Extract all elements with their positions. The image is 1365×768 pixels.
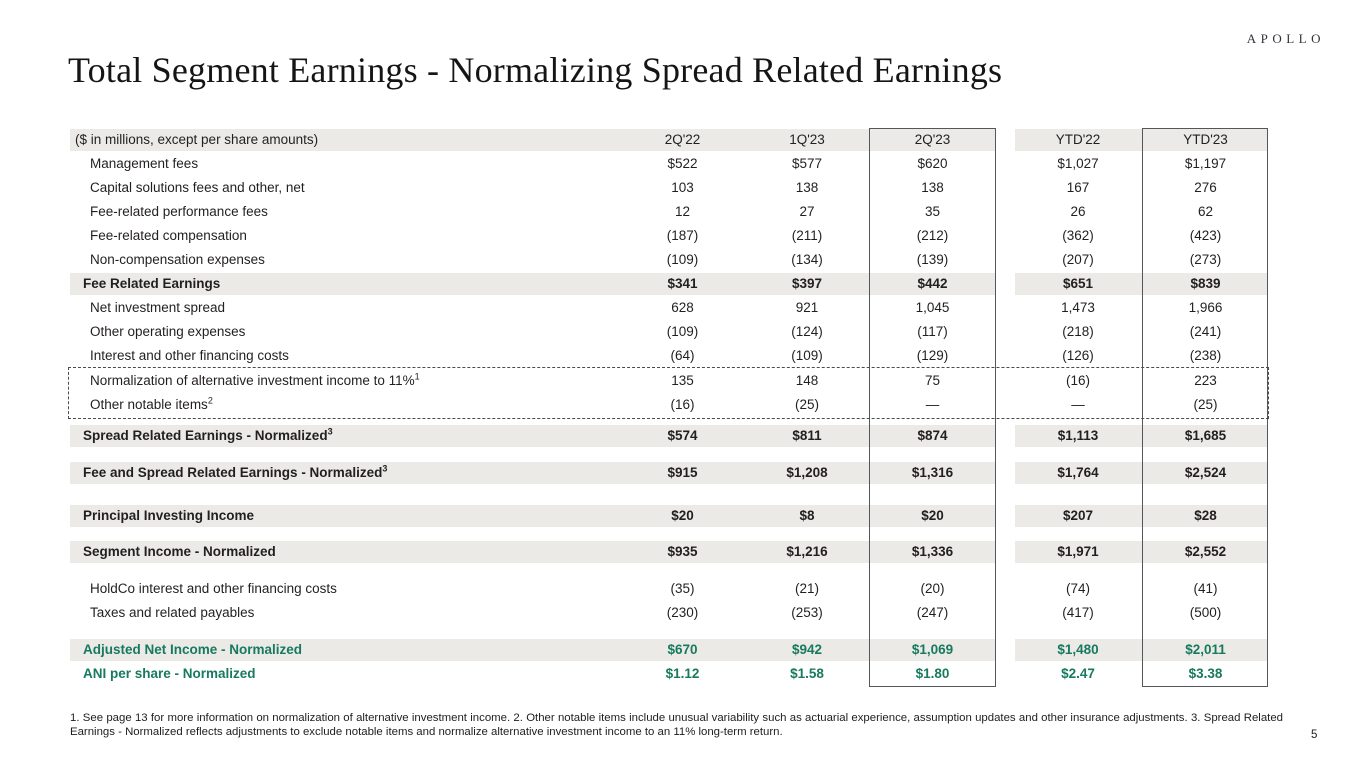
column-gap [996, 393, 1015, 417]
column-gap [996, 200, 1015, 224]
value-cell: 628 [671, 300, 694, 315]
row-label: Fee-related performance fees [90, 204, 268, 219]
row-label: Normalization of alternative investment income to 11%$^1$ [90, 371, 420, 388]
table-row [70, 577, 1268, 601]
column-gap [996, 320, 1015, 344]
value-cell: (218) [1062, 324, 1094, 339]
value-cell: (212) [916, 228, 949, 243]
value-cell: $1.12 [665, 666, 700, 681]
value-cell: 1,966 [1188, 300, 1223, 315]
table-row [70, 152, 1268, 176]
value-cell: $341 [667, 276, 698, 291]
column-gap [996, 577, 1015, 601]
row-label: Non-compensation expenses [90, 252, 265, 267]
value-cell: $397 [791, 276, 823, 291]
value-cell: (362) [1062, 228, 1094, 243]
value-cell: $620 [917, 156, 948, 171]
column-gap [996, 461, 1015, 485]
value-cell: 138 [921, 180, 944, 195]
row-label: Net investment spread [90, 300, 226, 315]
row-label: Adjusted Net Income - Normalized [83, 642, 303, 657]
table-row [70, 393, 1268, 417]
value-cell: (16) [670, 397, 695, 412]
apollo-logo: APOLLO [1246, 31, 1325, 46]
row-label: Fee Related Earnings [83, 276, 221, 291]
value-cell: $670 [667, 642, 698, 657]
column-gap [996, 369, 1015, 393]
column-gap [996, 296, 1015, 320]
column-gap [996, 601, 1015, 625]
value-cell: $8 [799, 508, 815, 523]
value-cell: $1,197 [1184, 156, 1227, 171]
value-cell: $915 [667, 465, 698, 480]
table-row [70, 296, 1268, 320]
value-cell: $2.47 [1061, 666, 1095, 681]
value-cell: 148 [795, 373, 819, 388]
value-cell: (253) [791, 605, 823, 620]
value-cell: (109) [666, 252, 699, 267]
value-cell: (25) [1193, 397, 1218, 412]
value-cell: 167 [1066, 180, 1090, 195]
value-cell: 62 [1197, 204, 1214, 219]
column-gap [996, 272, 1015, 296]
value-cell: 75 [924, 373, 941, 388]
earnings-table [70, 128, 1268, 686]
value-cell: $2,011 [1185, 642, 1226, 657]
value-cell: 103 [671, 180, 694, 195]
value-cell: $442 [917, 276, 948, 291]
value-cell: (64) [670, 348, 695, 363]
header-row [70, 128, 1268, 152]
value-cell: (109) [791, 348, 823, 363]
table-row [70, 176, 1268, 200]
table-row [70, 540, 1268, 564]
value-cell: $1,316 [911, 465, 954, 480]
value-cell: $3.38 [1188, 666, 1223, 681]
column-gap [996, 344, 1015, 368]
value-cell: 27 [799, 204, 815, 219]
value-cell: 12 [674, 204, 691, 219]
value-cell: 223 [1194, 373, 1217, 388]
value-cell: 35 [924, 204, 941, 219]
value-cell: $942 [791, 642, 823, 657]
table-row [70, 224, 1268, 248]
column-gap [996, 152, 1015, 176]
value-cell: $1,113 [1057, 428, 1099, 443]
value-cell: (241) [1189, 324, 1222, 339]
row-label: Spread Related Earnings - Normalized$^3$ [83, 426, 333, 443]
value-cell: (417) [1062, 605, 1094, 620]
value-cell: (126) [1062, 348, 1094, 363]
value-cell: (139) [916, 252, 949, 267]
value-cell: (35) [670, 581, 695, 596]
column-gap [996, 128, 1015, 152]
value-cell: YTD'22 [1055, 132, 1101, 147]
value-cell: (41) [1193, 581, 1218, 596]
value-cell: $874 [917, 428, 948, 443]
value-cell: $20 [671, 508, 694, 523]
row-label: Interest and other financing costs [90, 348, 289, 363]
value-cell: $1,027 [1057, 156, 1099, 171]
row-label: ($ in millions, except per share amounts) [75, 132, 319, 147]
table-row [70, 461, 1268, 485]
value-cell: $1.58 [790, 666, 824, 681]
page-title: Total Segment Earnings - Normalizing Spread Related Earnings [68, 50, 1003, 90]
value-cell: $935 [667, 544, 698, 559]
row-label: Other operating expenses [90, 324, 246, 339]
value-cell: $1.80 [915, 666, 950, 681]
value-cell: (230) [666, 605, 699, 620]
value-cell: (74) [1065, 581, 1090, 596]
value-cell: — [925, 397, 940, 412]
table-row [70, 504, 1268, 528]
table-row [70, 638, 1268, 662]
value-cell: $1,208 [786, 465, 828, 480]
value-cell: 135 [671, 373, 694, 388]
value-cell: (273) [1189, 252, 1222, 267]
table-row [70, 424, 1268, 448]
value-cell: 921 [795, 300, 819, 315]
row-label: Taxes and related payables [90, 605, 255, 620]
column-gap [996, 504, 1015, 528]
value-cell: 1Q'23 [789, 132, 825, 147]
table-row [70, 248, 1268, 272]
value-cell: (25) [794, 397, 819, 412]
footnote-marker: 3 [327, 426, 333, 437]
value-cell: 26 [1070, 204, 1086, 219]
value-cell: 1,045 [915, 300, 950, 315]
column-gap [996, 424, 1015, 448]
table-row [70, 369, 1268, 393]
column-gap [996, 248, 1015, 272]
column-gap [996, 638, 1015, 662]
value-cell: (238) [1189, 348, 1222, 363]
row-label: Management fees [90, 156, 199, 171]
value-cell: $1,216 [786, 544, 828, 559]
value-cell: $2,524 [1184, 465, 1227, 480]
value-cell: (187) [666, 228, 699, 243]
value-cell: (207) [1062, 252, 1094, 267]
column-gap [996, 662, 1015, 686]
table-row [70, 601, 1268, 625]
value-cell: $1,069 [911, 642, 954, 657]
table-row [70, 662, 1268, 686]
value-cell: 138 [795, 180, 819, 195]
value-cell: $20 [921, 508, 944, 523]
value-cell: $1,971 [1057, 544, 1099, 559]
table-row [70, 344, 1268, 368]
value-cell: (21) [794, 581, 819, 596]
value-cell: 276 [1194, 180, 1217, 195]
row-label: Other notable items$^2$ [90, 395, 213, 412]
value-cell: $651 [1062, 276, 1094, 291]
value-cell: $1,764 [1057, 465, 1099, 480]
value-cell: $2,552 [1184, 544, 1227, 559]
column-gap [996, 224, 1015, 248]
value-cell: (211) [791, 228, 823, 243]
page-number: 5 [1311, 729, 1318, 741]
value-cell: YTD'23 [1183, 132, 1228, 147]
value-cell: (500) [1189, 605, 1222, 620]
value-cell: $811 [792, 428, 822, 443]
value-cell: $839 [1190, 276, 1221, 291]
value-cell: $574 [667, 428, 698, 443]
footnote-marker: 2 [207, 395, 213, 406]
value-cell: $207 [1062, 508, 1094, 523]
value-cell: (247) [916, 605, 949, 620]
value-cell: (134) [791, 252, 823, 267]
value-cell: — [1071, 397, 1085, 412]
row-label: HoldCo interest and other financing costs [90, 581, 337, 596]
table-row [70, 200, 1268, 224]
value-cell: (109) [666, 324, 699, 339]
table-row [70, 272, 1268, 296]
row-label: Fee-related compensation [90, 228, 247, 243]
value-cell: 2Q'23 [914, 132, 951, 147]
row-label: Fee and Spread Related Earnings - Normalized$^3$ [83, 463, 388, 480]
footnote-marker: 3 [382, 463, 388, 474]
row-label: Capital solutions fees and other, net [90, 180, 305, 195]
value-cell: 1,473 [1061, 300, 1095, 315]
value-cell: (20) [920, 581, 945, 596]
row-label: Principal Investing Income [83, 508, 255, 523]
value-cell: $1,480 [1057, 642, 1099, 657]
value-cell: $1,336 [911, 544, 954, 559]
row-label: Segment Income - Normalized [83, 544, 276, 559]
value-cell: (423) [1189, 228, 1222, 243]
footnote-marker: 1 [414, 371, 420, 382]
column-gap [996, 540, 1015, 564]
value-cell: $522 [667, 156, 698, 171]
row-label: ANI per share - Normalized [83, 666, 256, 681]
value-cell: (129) [916, 348, 949, 363]
value-cell: $28 [1194, 508, 1217, 523]
value-cell: (124) [791, 324, 823, 339]
value-cell: (117) [917, 324, 948, 339]
table-row [70, 320, 1268, 344]
column-gap [996, 176, 1015, 200]
value-cell: $577 [791, 156, 823, 171]
footnote: 1. See page 13 for more information on normalization of alternative investment income. 2. Other notable items include unusual variability such as actuarial experience, assumption updates and other insurance adjustments. 3. Spread Related Earnings - Normalized reflects adjustments to exclude notable items and normalize alternative investment income to an 11% long-term return. [70, 712, 1283, 738]
value-cell: 2Q'22 [664, 132, 701, 147]
value-cell: $1,685 [1184, 428, 1227, 443]
value-cell: (16) [1065, 373, 1090, 388]
